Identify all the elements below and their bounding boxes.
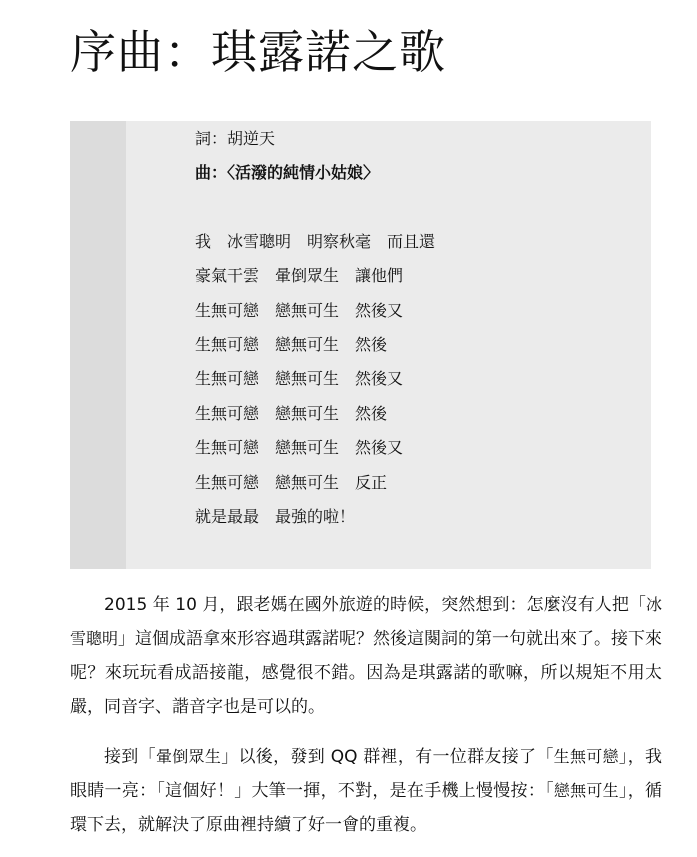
lyrics-block	[70, 121, 651, 569]
lyric-line: 就是最最 最強的啦！	[195, 507, 356, 526]
paragraph-text: 接到「	[104, 747, 156, 767]
page-title: 序曲：琪露諾之歌	[70, 25, 446, 79]
lyric-line: 生無可戀 戀無可生 然後	[195, 404, 388, 423]
quoted-idiom: 暈倒眾生	[155, 747, 222, 766]
lyric-line: 生無可戀 戀無可生 然後又	[195, 301, 404, 320]
paragraph-text: 」，循環下去，就解決了原曲裡持續了好一會的重複。	[70, 781, 662, 835]
composer-credit: 曲：〈活潑的純情小姑娘〉	[195, 163, 380, 182]
lyric-line: 生無可戀 戀無可生 然後又	[195, 369, 404, 388]
quoted-idiom: 戀無可生	[553, 781, 619, 800]
lyricist-credit: 詞：胡逆天	[195, 129, 276, 148]
lyric-line: 豪氣干雲 暈倒眾生 讓他們	[195, 266, 404, 285]
paragraph-text: 」，我眼睛一亮：「這個好！」大筆一揮，不對，是在手機上慢慢按：「	[70, 747, 663, 801]
paragraph-origin	[70, 588, 662, 724]
paragraph-text: 」這個成語拿來形容過琪露諾呢？然後這闋詞的第一句就出來了。接下來呢？來玩玩看成語接龍，感覺很不錯。因為是琪露諾的歌嘛，所以規矩不用太嚴，同音字、諧音字也是可以的。	[70, 629, 663, 717]
quoted-idiom: 冰雪聰明	[70, 595, 662, 648]
lyric-line: 生無可戀 戀無可生 然後又	[195, 438, 404, 457]
paragraph-text: 2015 年 10 月，跟老媽在國外旅遊的時候，突然想到：怎麼沒有人把「	[104, 595, 646, 615]
lyric-line: 生無可戀 戀無可生 然後	[195, 335, 388, 354]
paragraph-story	[70, 740, 662, 842]
lyric-line: 我 冰雪聰明 明察秋毫 而且還	[195, 232, 436, 251]
quoted-idiom: 生無可戀	[553, 747, 619, 766]
paragraph-text: 」以後，發到 QQ 群裡，有一位群友接了「	[221, 747, 554, 767]
lyric-line: 生無可戀 戀無可生 反正	[195, 473, 388, 492]
